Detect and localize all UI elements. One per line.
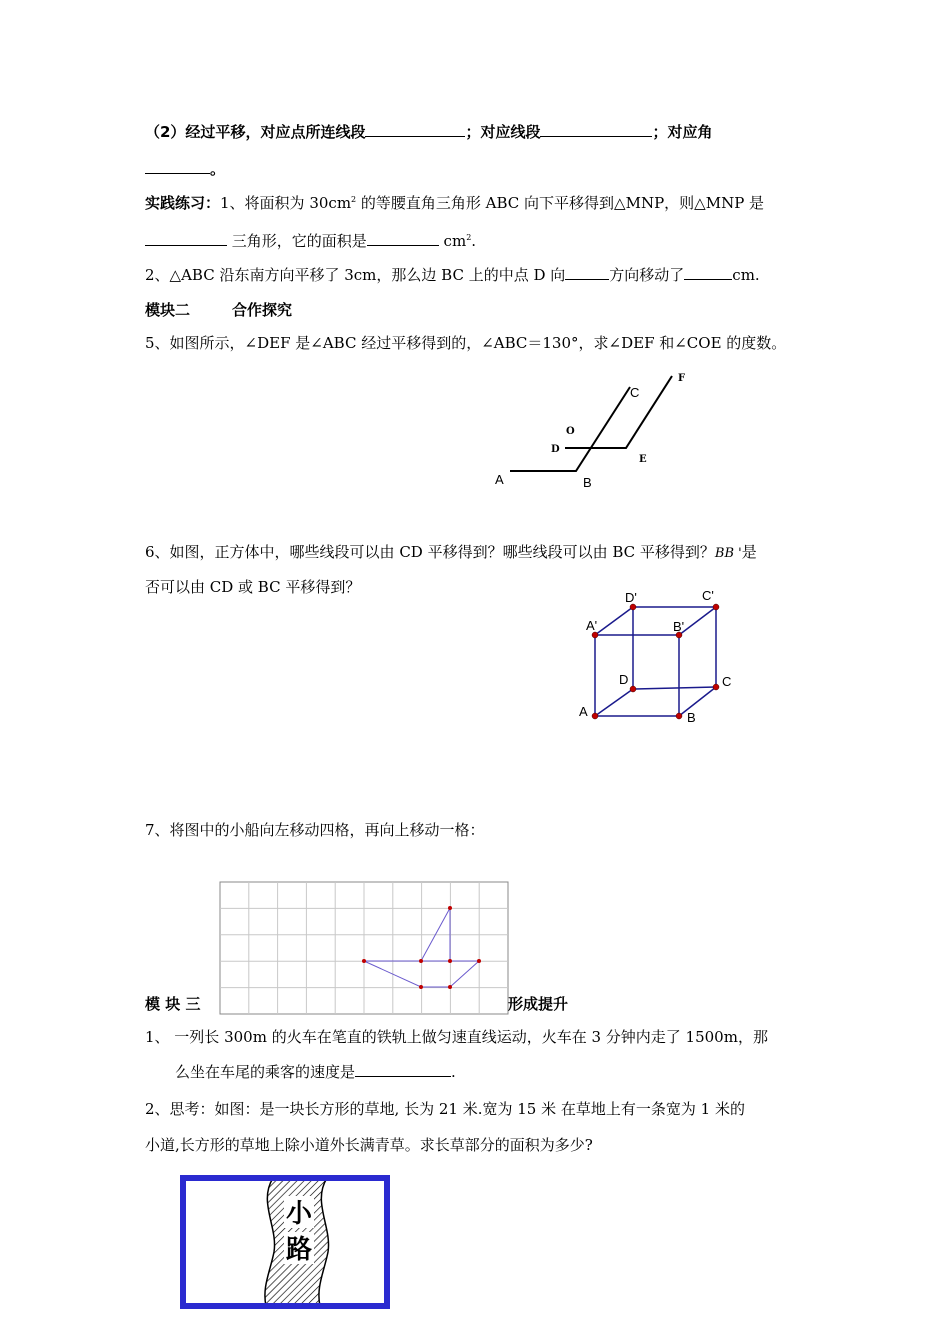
q5-text: 5、如图所示，∠DEF 是∠ABC 经过平移得到的，∠ABC＝130°，求∠DEF 和∠COE 的度数。 <box>145 334 787 352</box>
module2-label: 模块二 <box>145 301 191 319</box>
practice-q2-c: cm. <box>732 266 760 284</box>
angle-translation-figure <box>480 370 720 500</box>
grass-path-figure <box>178 1172 393 1312</box>
practice-q1-c: 三角形，它的面积是 <box>227 232 367 250</box>
blank[interactable] <box>355 1062 451 1077</box>
blank[interactable] <box>365 122 465 137</box>
cube-label-d1: D' <box>625 590 637 605</box>
module3-right: 形成提升 <box>508 995 569 1013</box>
section2-line2 <box>145 158 225 179</box>
path-char-1: 小 <box>286 1199 313 1229</box>
section2-end: 。 <box>210 160 226 178</box>
label-a: A <box>495 472 504 487</box>
q6-text-b: 是 <box>741 543 757 561</box>
label-f: F <box>678 373 686 384</box>
module3-left: 模 块 三 <box>145 995 201 1013</box>
section2-text-a: （2）经过平移，对应点所连线段 <box>145 123 366 141</box>
cube-label-c: C <box>722 674 732 689</box>
blank[interactable] <box>565 265 609 280</box>
cube-label-a: A <box>579 704 588 719</box>
blank[interactable] <box>145 231 227 246</box>
blank[interactable] <box>540 122 652 137</box>
q6-line2: 否可以由 CD 或 BC 平移得到？ <box>145 578 361 596</box>
cube-figure <box>575 585 745 735</box>
section2-text-c: ；对应角 <box>652 123 713 141</box>
label-c: C <box>630 385 640 400</box>
blank[interactable] <box>367 231 439 246</box>
cube-label-a1: A' <box>586 618 598 633</box>
blank[interactable] <box>684 265 732 280</box>
module2-heading <box>145 299 292 320</box>
angle-def <box>565 376 672 448</box>
q7-text: 7、将图中的小船向左移动四格，再向上移动一格： <box>145 821 485 839</box>
blank[interactable] <box>145 159 210 174</box>
section2-text-b: ；对应线段 <box>465 123 541 141</box>
cube-label-c1: C' <box>702 588 714 603</box>
label-o: O <box>566 426 575 437</box>
practice-q1-d: cm <box>438 232 467 250</box>
practice-q2 <box>145 264 760 285</box>
r1-text-c: . <box>451 1063 456 1081</box>
q6-text-a: 6、如图，正方体中，哪些线段可以由 CD 平移得到？哪些线段可以由 BC 平移得到？ <box>145 543 715 561</box>
cube-label-d: D <box>619 672 629 687</box>
practice-q1-e: . <box>471 232 477 250</box>
practice-line1 <box>145 192 764 213</box>
cube-label-b1: B' <box>673 619 685 634</box>
label-e: E <box>639 454 647 465</box>
r2-line1: 2、思考：如图：是一块长方形的草地, 长为 21 米.宽为 15 米 在草地上有一条宽为 1 米的 <box>145 1100 745 1118</box>
r1-line1: 1、 一列长 300m 的火车在笔直的铁轨上做匀速直线运动，火车在 3 分钟内走了 1500m，那 <box>145 1028 768 1046</box>
label-b: B <box>583 475 592 490</box>
path-char-2: 路 <box>286 1235 313 1265</box>
practice-line2 <box>145 230 476 251</box>
q6-line1 <box>145 541 757 562</box>
superscript: 2 <box>351 195 357 204</box>
r1-line2 <box>175 1061 456 1082</box>
q6-bb: BB ' <box>714 546 742 561</box>
superscript: 2 <box>466 233 472 242</box>
section2-line1 <box>145 121 712 142</box>
practice-q2-a: 2、△ABC 沿东南方向平移了 3cm，那么边 BC 上的中点 D 向 <box>145 266 566 284</box>
boat-grid-figure <box>220 882 510 1017</box>
practice-q1-a: 1、将面积为 30cm <box>220 194 352 212</box>
r2-line2: 小道,长方形的草地上除小道外长满青草。求长草部分的面积为多少? <box>145 1136 593 1154</box>
practice-q1-b: 的等腰直角三角形 ABC 向下平移得到△MNP，则△MNP 是 <box>356 194 765 212</box>
r1-text-b: 么坐在车尾的乘客的速度是 <box>175 1063 356 1081</box>
label-d: D <box>551 444 560 455</box>
cube-label-b: B <box>687 710 696 725</box>
module2-title: 合作探究 <box>232 301 293 319</box>
practice-label: 实践练习： <box>145 194 221 212</box>
practice-q2-b: 方向移动了 <box>609 266 685 284</box>
